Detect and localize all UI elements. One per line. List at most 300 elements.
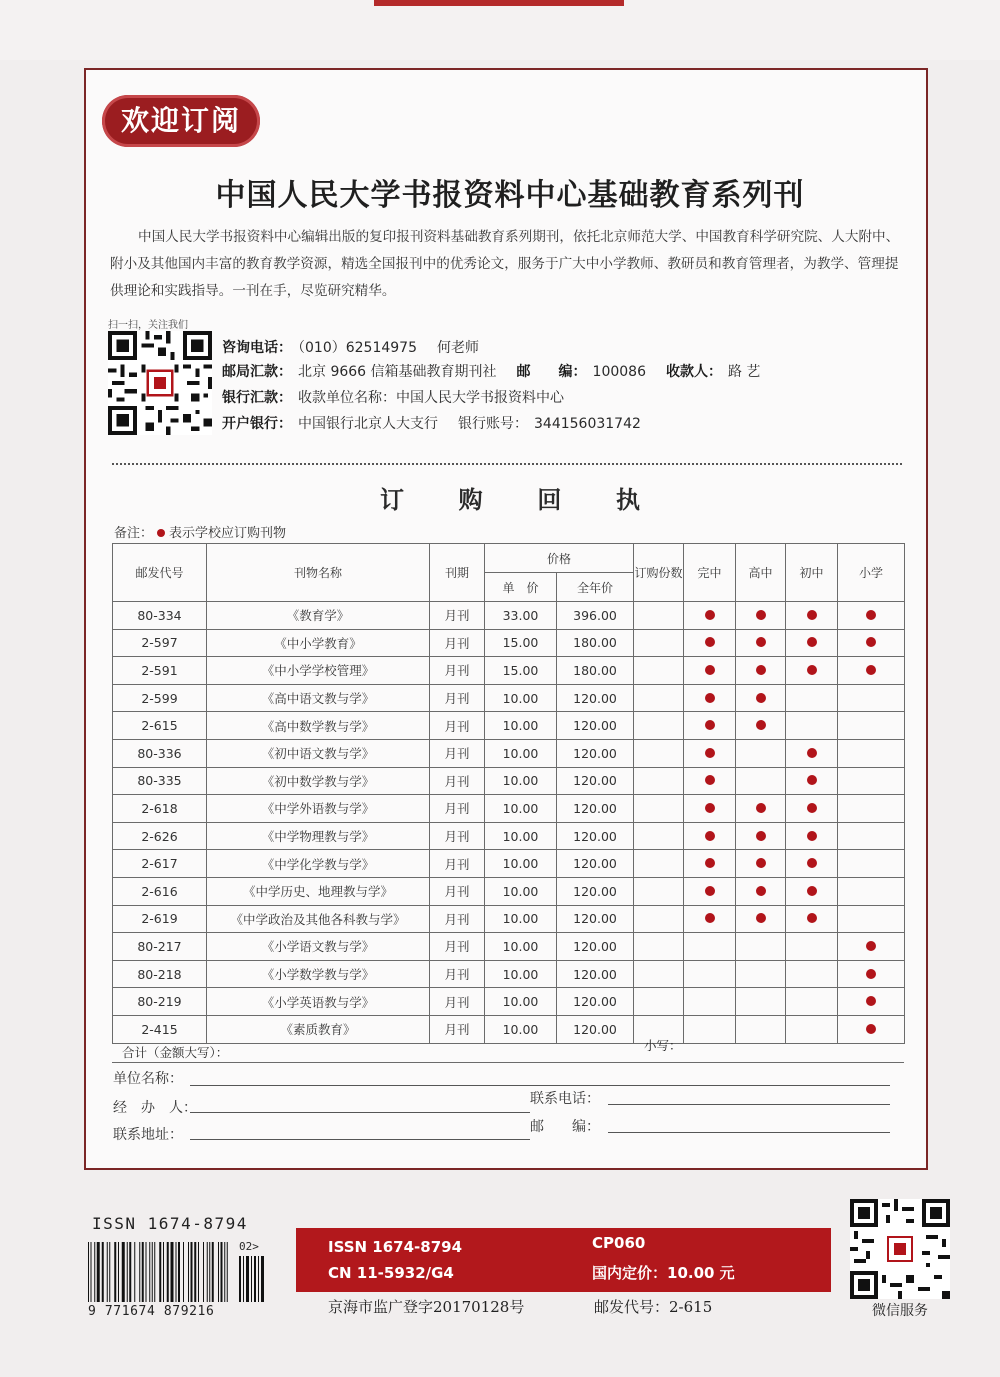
barcode-bar (171, 1242, 174, 1302)
barcode-bar (198, 1242, 199, 1302)
col-period: 刊期 (430, 544, 485, 602)
barcode-bar (227, 1242, 228, 1302)
cell-copies-input[interactable] (634, 850, 684, 878)
red-dot-icon (705, 665, 715, 675)
barcode-bar (176, 1242, 177, 1302)
handler-label: 经 办 人： (113, 1100, 197, 1116)
cell-period: 月刊 (430, 905, 485, 933)
cell-school-mark (736, 795, 786, 823)
red-dot-icon (705, 775, 715, 785)
cell-period: 月刊 (430, 933, 485, 961)
col-name: 刊物名称 (207, 544, 430, 602)
cell-copies-input[interactable] (634, 602, 684, 630)
barcode-bar (139, 1242, 140, 1302)
cell-unit-price: 10.00 (485, 850, 557, 878)
barcode-bar (88, 1242, 89, 1302)
red-dot-icon (756, 665, 766, 675)
cell-unit-price: 10.00 (485, 739, 557, 767)
table-row (113, 684, 905, 712)
cell-school-mark (786, 602, 838, 630)
receipt-title-char: 订 (380, 485, 404, 514)
cell-name: 《中学政治及其他各科教与学》 (207, 905, 430, 933)
red-dot-icon (705, 886, 715, 896)
cell-copies-input[interactable] (634, 657, 684, 685)
cell-code: 2-597 (113, 629, 207, 657)
red-dot-icon (866, 665, 876, 675)
red-dot-icon (705, 748, 715, 758)
cell-school-mark (786, 795, 838, 823)
form-postcode-label: 邮 编： (530, 1119, 600, 1135)
total-label: 合计（金额大写）： (122, 1045, 229, 1060)
cell-code: 2-619 (113, 905, 207, 933)
cell-period: 月刊 (430, 877, 485, 905)
cell-unit-price: 10.00 (485, 988, 557, 1016)
barcode-bar (218, 1242, 219, 1302)
barcode-bar (154, 1242, 155, 1302)
cell-copies-input[interactable] (634, 822, 684, 850)
barcode-bar (167, 1242, 169, 1302)
cell-year-price: 180.00 (557, 657, 634, 685)
cell-year-price: 396.00 (557, 602, 634, 630)
col-s1: 完中 (684, 544, 736, 602)
price-value: 10.00 元 (667, 1264, 735, 1282)
cell-code: 2-626 (113, 822, 207, 850)
cell-school-mark (786, 1015, 838, 1043)
open-bank-label: 开户银行： (222, 416, 292, 432)
barcode-bar (207, 1242, 208, 1302)
cell-copies-input[interactable] (634, 795, 684, 823)
cell-unit-price: 15.00 (485, 629, 557, 657)
col-price: 价格 (485, 544, 634, 573)
red-dot-icon (705, 831, 715, 841)
receipt-title-char: 执 (615, 485, 640, 514)
cell-code: 2-617 (113, 850, 207, 878)
cell-school-mark (736, 657, 786, 685)
red-dot-icon (807, 775, 817, 785)
cell-school-mark (838, 1015, 905, 1043)
cell-school-mark (684, 850, 736, 878)
table-row (113, 877, 905, 905)
cell-period: 月刊 (430, 960, 485, 988)
cell-school-mark (786, 877, 838, 905)
red-dot-icon (756, 913, 766, 923)
phone-line (222, 337, 485, 357)
total-line (112, 1040, 904, 1063)
barcode-bar (221, 1242, 223, 1302)
red-dot-icon (756, 803, 766, 813)
cell-school-mark (736, 905, 786, 933)
scan-caption: 扫一扫，关注我们 (108, 320, 188, 331)
red-dot-icon (866, 941, 876, 951)
table-row (113, 850, 905, 878)
cell-period: 月刊 (430, 739, 485, 767)
open-bank-line (222, 413, 647, 433)
cell-school-mark (786, 850, 838, 878)
red-dot-icon (756, 610, 766, 620)
cell-name: 《中学物理教与学》 (207, 822, 430, 850)
account-label: 银行账号： (458, 416, 528, 432)
cell-period: 月刊 (430, 1015, 485, 1043)
cell-school-mark (786, 739, 838, 767)
cell-period: 月刊 (430, 988, 485, 1016)
cell-name: 《中学化学教与学》 (207, 850, 430, 878)
bank-unit: 收款单位名称：中国人民大学书报资料中心 (298, 390, 564, 406)
red-dot-icon (705, 720, 715, 730)
cell-code: 80-217 (113, 933, 207, 961)
barcode-bar (127, 1242, 128, 1302)
cell-period: 月刊 (430, 850, 485, 878)
cell-school-mark (684, 877, 736, 905)
red-dot-icon (756, 720, 766, 730)
cut-line-divider (112, 463, 902, 465)
cell-school-mark (736, 960, 786, 988)
cell-name: 《素质教育》 (207, 1015, 430, 1043)
cell-copies-input[interactable] (634, 988, 684, 1016)
note-text: 表示学校应订购刊物 (169, 526, 287, 541)
barcode-bar (203, 1242, 204, 1302)
cell-name: 《中小学教育》 (207, 629, 430, 657)
cell-copies-input[interactable] (634, 933, 684, 961)
postcode-label: 邮 编： (516, 364, 587, 380)
cell-school-mark (786, 822, 838, 850)
cell-year-price: 120.00 (557, 1015, 634, 1043)
red-dot-icon (807, 913, 817, 923)
cell-school-mark (736, 850, 786, 878)
cp-label: CP060 (592, 1234, 646, 1252)
table-row (113, 988, 905, 1016)
cell-school-mark (838, 739, 905, 767)
top-band (0, 0, 1000, 60)
cell-school-mark (838, 629, 905, 657)
col-code: 邮发代号 (113, 544, 207, 602)
price-line (592, 1262, 735, 1283)
cell-school-mark (736, 1015, 786, 1043)
cell-school-mark (838, 988, 905, 1016)
cell-year-price: 120.00 (557, 795, 634, 823)
cell-school-mark (736, 684, 786, 712)
red-dot-icon (807, 831, 817, 841)
barcode-bar (129, 1242, 131, 1302)
cell-copies-input[interactable] (634, 877, 684, 905)
qr-code-icon[interactable] (108, 331, 212, 435)
receipt-title (380, 480, 640, 515)
account-value: 344156031742 (534, 416, 641, 432)
barcode-bar (152, 1242, 153, 1302)
cell-unit-price: 10.00 (485, 1015, 557, 1043)
barcode-bar (163, 1242, 164, 1302)
red-dot-icon (756, 886, 766, 896)
red-dot-icon (705, 913, 715, 923)
cell-code: 80-334 (113, 602, 207, 630)
cell-code: 80-218 (113, 960, 207, 988)
cell-school-mark (786, 712, 838, 740)
cell-school-mark (736, 933, 786, 961)
table-row (113, 629, 905, 657)
cell-unit-price: 10.00 (485, 960, 557, 988)
cell-unit-price: 10.00 (485, 877, 557, 905)
cell-school-mark (684, 988, 736, 1016)
phone-person: 何老师 (436, 340, 479, 356)
cell-name: 《小学数学教与学》 (207, 960, 430, 988)
cell-code: 80-335 (113, 767, 207, 795)
red-dot-icon (807, 748, 817, 758)
open-bank-value: 中国银行北京人大支行 (298, 416, 438, 432)
barcode-bar (146, 1242, 147, 1302)
red-dot-icon (705, 858, 715, 868)
cell-school-mark (684, 739, 736, 767)
table-row (113, 657, 905, 685)
cell-copies-input[interactable] (634, 739, 684, 767)
cell-copies-input[interactable] (634, 905, 684, 933)
cell-school-mark (736, 822, 786, 850)
cell-school-mark (786, 629, 838, 657)
address-label: 联系地址： (113, 1127, 183, 1143)
col-s4: 小学 (838, 544, 905, 602)
cell-name: 《高中数学教与学》 (207, 712, 430, 740)
red-dot-icon (705, 637, 715, 647)
cell-unit-price: 10.00 (485, 767, 557, 795)
cell-school-mark (838, 767, 905, 795)
wechat-qr-icon[interactable] (850, 1199, 950, 1299)
table-row (113, 767, 905, 795)
red-dot-icon (756, 858, 766, 868)
cell-period: 月刊 (430, 795, 485, 823)
red-dot-icon (866, 969, 876, 979)
cn-label: CN 11-5932/G4 (328, 1264, 454, 1282)
cell-name: 《中学历史、地理教与学》 (207, 877, 430, 905)
cell-school-mark (786, 933, 838, 961)
cell-unit-price: 33.00 (485, 602, 557, 630)
bank-line (222, 387, 570, 407)
cell-school-mark (684, 933, 736, 961)
red-dot-icon (807, 886, 817, 896)
cell-year-price: 120.00 (557, 822, 634, 850)
cell-name: 《中小学学校管理》 (207, 657, 430, 685)
price-label: 国内定价： (592, 1264, 668, 1282)
barcode-bar (118, 1242, 119, 1302)
table-row (113, 1015, 905, 1043)
barcode-bar (212, 1242, 214, 1302)
cell-unit-price: 10.00 (485, 712, 557, 740)
address-field[interactable] (190, 1139, 530, 1140)
cell-name: 《初中语文教与学》 (207, 739, 430, 767)
cell-unit-price: 10.00 (485, 822, 557, 850)
cell-period: 月刊 (430, 822, 485, 850)
cell-code: 2-615 (113, 712, 207, 740)
barcode-bar (94, 1242, 95, 1302)
col-year-price: 全年价 (557, 573, 634, 602)
cell-period: 月刊 (430, 712, 485, 740)
issn-top: ISSN 1674-8794 (92, 1214, 248, 1233)
cell-year-price: 120.00 (557, 988, 634, 1016)
cell-period: 月刊 (430, 767, 485, 795)
cell-school-mark (786, 960, 838, 988)
barcode-bar (159, 1242, 161, 1302)
cell-period: 月刊 (430, 629, 485, 657)
table-row (113, 960, 905, 988)
top-red-strip (374, 0, 624, 6)
barcode-bar (188, 1242, 189, 1302)
red-dot-icon (807, 803, 817, 813)
cell-school-mark (838, 602, 905, 630)
issn-label: ISSN 1674-8794 (328, 1238, 463, 1256)
contact-phone-label: 联系电话： (530, 1091, 600, 1107)
table-row (113, 712, 905, 740)
order-table (112, 543, 905, 1044)
cell-code: 2-599 (113, 684, 207, 712)
dot-icon (157, 529, 165, 537)
cell-copies-input[interactable] (634, 684, 684, 712)
cell-year-price: 120.00 (557, 933, 634, 961)
red-dot-icon (705, 693, 715, 703)
barcode-addon-number: 02> (239, 1240, 259, 1253)
cell-school-mark (786, 905, 838, 933)
barcode-bar (224, 1242, 225, 1302)
cell-year-price: 120.00 (557, 739, 634, 767)
cell-year-price: 120.00 (557, 684, 634, 712)
cell-year-price: 120.00 (557, 960, 634, 988)
cell-school-mark (838, 933, 905, 961)
cell-code: 2-415 (113, 1015, 207, 1043)
phone-label: 咨询电话： (222, 340, 292, 356)
table-row (113, 822, 905, 850)
payee-label: 收款人： (665, 364, 722, 380)
red-dot-icon (756, 831, 766, 841)
cell-name: 《高中语文教与学》 (207, 684, 430, 712)
red-dot-icon (866, 637, 876, 647)
cell-school-mark (786, 657, 838, 685)
cell-school-mark (684, 684, 736, 712)
post-address: 北京 9666 信箱基础教育期刊社 (298, 364, 497, 380)
cell-school-mark (736, 877, 786, 905)
barcode-bar (134, 1242, 135, 1302)
unit-name-label: 单位名称： (113, 1071, 183, 1087)
cell-unit-price: 10.00 (485, 795, 557, 823)
barcode-bar (191, 1242, 193, 1302)
phone-number: （010）62514975 (298, 340, 417, 356)
table-row (113, 739, 905, 767)
cell-name: 《中学外语教与学》 (207, 795, 430, 823)
handler-field[interactable] (190, 1112, 530, 1113)
payee-value: 路 艺 (727, 364, 761, 380)
cell-school-mark (684, 960, 736, 988)
table-row (113, 795, 905, 823)
cell-copies-input[interactable] (634, 960, 684, 988)
cell-name: 《小学语文教与学》 (207, 933, 430, 961)
cell-copies-input[interactable] (634, 767, 684, 795)
col-s2: 高中 (736, 544, 786, 602)
cell-school-mark (838, 822, 905, 850)
red-dot-icon (705, 803, 715, 813)
cell-name: 《教育学》 (207, 602, 430, 630)
table-row (113, 905, 905, 933)
barcode-bar (142, 1242, 144, 1302)
col-s3: 初中 (786, 544, 838, 602)
cell-school-mark (838, 905, 905, 933)
cell-unit-price: 10.00 (485, 933, 557, 961)
post-line (222, 361, 766, 381)
cell-school-mark (838, 960, 905, 988)
cell-school-mark (684, 767, 736, 795)
col-unit-price: 单 价 (485, 573, 557, 602)
barcode-bar (183, 1242, 184, 1302)
cell-school-mark (838, 795, 905, 823)
red-dot-icon (705, 610, 715, 620)
cell-school-mark (736, 602, 786, 630)
contact-phone-field[interactable] (608, 1104, 890, 1105)
barcode-bar (122, 1242, 125, 1302)
red-dot-icon (807, 637, 817, 647)
barcode-bar (97, 1242, 100, 1302)
table-row (113, 602, 905, 630)
red-dot-icon (756, 693, 766, 703)
receipt-title-char: 回 (537, 485, 562, 514)
cell-copies-input[interactable] (634, 712, 684, 740)
cell-school-mark (684, 905, 736, 933)
barcode-bar (107, 1242, 108, 1302)
cell-school-mark (736, 712, 786, 740)
red-dot-icon (866, 996, 876, 1006)
red-dot-icon (756, 637, 766, 647)
barcode-icon (88, 1242, 234, 1302)
cell-year-price: 180.00 (557, 629, 634, 657)
barcode-digits: 9 771674 879216 (88, 1304, 215, 1319)
cell-year-price: 120.00 (557, 850, 634, 878)
cell-unit-price: 10.00 (485, 684, 557, 712)
cell-code: 80-336 (113, 739, 207, 767)
cell-name: 《初中数学教与学》 (207, 767, 430, 795)
red-dot-icon (866, 1024, 876, 1034)
barcode-bar (109, 1242, 110, 1302)
cell-school-mark (786, 988, 838, 1016)
cell-school-mark (838, 657, 905, 685)
red-dot-icon (807, 610, 817, 620)
intro-paragraph: 中国人民大学书报资料中心编辑出版的复印报刊资料基础教育系列期刊，依托北京师范大学、中国教育科学研究院、人大附中、附小及其他国内丰富的教育教学资源，精选全国报刊中的优秀论文，服务于广大中小学教师、教研员和教育管理者，为教学、管理提供理论和实践指导。一刊在手，尽览研究精华。 (110, 229, 900, 299)
cell-school-mark (684, 629, 736, 657)
cell-school-mark (684, 657, 736, 685)
cell-school-mark (736, 629, 786, 657)
red-dot-icon (866, 610, 876, 620)
cell-school-mark (838, 850, 905, 878)
cell-period: 月刊 (430, 657, 485, 685)
cell-school-mark (684, 1015, 736, 1043)
post-issue-code: 邮发代号：2-615 (594, 1298, 713, 1316)
cell-year-price: 120.00 (557, 712, 634, 740)
cell-code: 2-591 (113, 657, 207, 685)
cell-school-mark (838, 712, 905, 740)
cell-unit-price: 10.00 (485, 905, 557, 933)
barcode-bar (114, 1242, 116, 1302)
note-prefix: 备注： (114, 526, 154, 541)
red-dot-icon (807, 665, 817, 675)
cell-school-mark (786, 767, 838, 795)
cell-unit-price: 15.00 (485, 657, 557, 685)
barcode-bar (102, 1242, 104, 1302)
barcode-bar (149, 1242, 150, 1302)
cell-year-price: 120.00 (557, 767, 634, 795)
cell-code: 2-616 (113, 877, 207, 905)
small-label: 小写： (644, 1038, 682, 1053)
red-dot-icon (807, 858, 817, 868)
postcode-value: 100086 (592, 364, 646, 380)
price-banner (296, 1228, 831, 1292)
unit-name-field[interactable] (190, 1085, 890, 1086)
cell-year-price: 120.00 (557, 877, 634, 905)
form-postcode-field[interactable] (608, 1132, 890, 1133)
cell-copies-input[interactable] (634, 629, 684, 657)
barcode-bar (194, 1242, 196, 1302)
table-row (113, 933, 905, 961)
